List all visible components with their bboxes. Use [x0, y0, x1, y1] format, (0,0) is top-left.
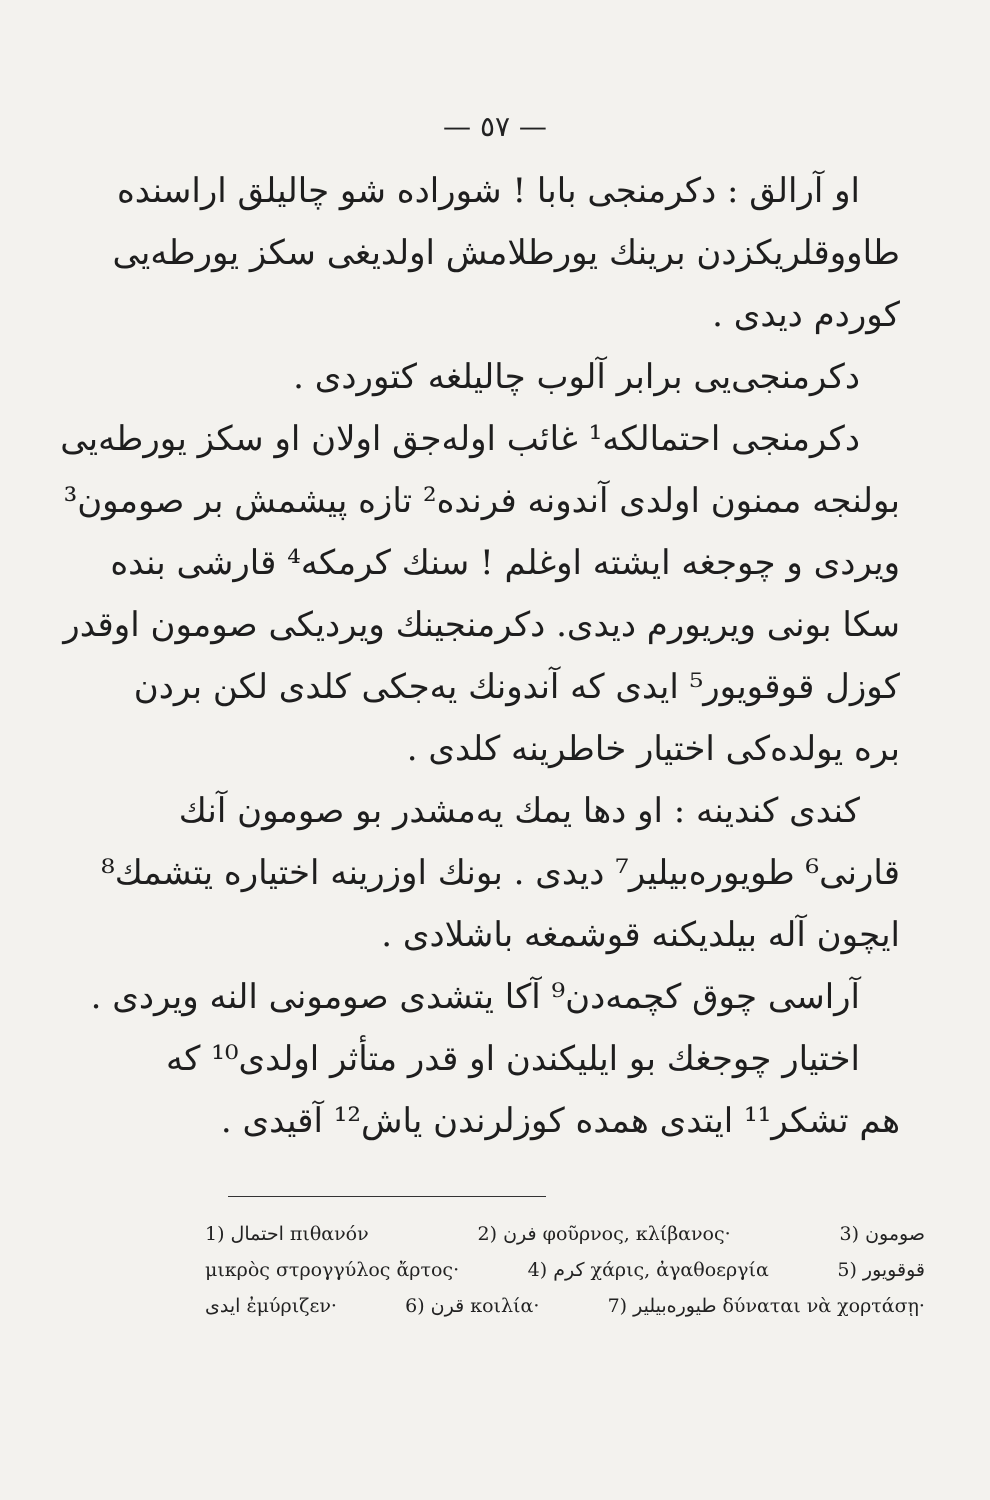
- footnote-entry: 4) کرم χάρις, ἀγαθοεργία: [527, 1259, 769, 1281]
- paragraph-1: [112, 160, 900, 346]
- footnote-divider: [228, 1196, 546, 1197]
- page-number: — ٥٧ —: [443, 110, 547, 143]
- paragraph-3: [60, 408, 900, 780]
- footnote-line: [205, 1216, 925, 1252]
- text-line: دکرمنجی احتمالکه¹ غائب اوله‌جق اولان او سکز یورطه‌یی: [60, 419, 860, 459]
- footnote-entry: ایدی ἐμύριζεν·: [205, 1295, 337, 1317]
- footnotes: [205, 1216, 925, 1324]
- text-line: قارنی⁶ طویوره‌بیلیر⁷ دیدی . بونك اوزرینه اختیاره یتشمك⁸: [101, 853, 900, 893]
- text-line: ایچون آله بیلدیکنه قوشمغه باشلادی .: [381, 915, 900, 955]
- text-line: او آرالق : دکرمنجی بابا ! شوراده شو چالیلق اراسنده: [116, 171, 860, 211]
- footnote-entry: μικρὸς στρογγύλος ἄρτος·: [205, 1259, 460, 1281]
- text-line: بره یولده‌کی اختیار خاطرینه کلدی .: [406, 729, 900, 769]
- footnote-line: [205, 1288, 925, 1324]
- text-line: آراسی چوق کچمه‌دن⁹ آکا یتشدی صومونی النه ویردی .: [90, 977, 860, 1017]
- paragraph-6: [166, 1028, 900, 1152]
- text-line: اختیار چوجغك بو ایلیکندن او قدر متأثر اولدی¹⁰ که: [166, 1039, 860, 1079]
- text-line: هم تشکر¹¹ ایتدی همده کوزلرندن یاش¹² آقیدی .: [220, 1101, 900, 1141]
- text-line: ویردی و چوجغه ایشته اوغلم ! سنك کرمکه⁴ قارشی بنده: [110, 543, 900, 583]
- footnote-entry: 2) فرن φοῦρνος, κλίβανος·: [477, 1223, 731, 1245]
- footnote-entry: 7) طیوره‌بیلیر δύναται νὰ χορτάσῃ·: [607, 1295, 925, 1317]
- text-line: کندی کندینه : او دها یمك یه‌مشدر بو صومون آنك: [178, 791, 860, 831]
- footnote-line: [205, 1252, 925, 1288]
- main-text: [60, 160, 900, 1152]
- text-line: دکرمنجی‌یی برابر آلوب چالیلغه کتوردی .: [293, 357, 860, 397]
- text-line: کوزل قوقویور⁵ ایدی که آندونك یه‌جکی کلدی لکن بردن: [133, 667, 900, 707]
- footnote-entry: 3) صومون: [839, 1223, 925, 1245]
- text-line: کوردم دیدی .: [712, 295, 900, 335]
- footnote-entry: 5) قوقویور: [837, 1259, 925, 1281]
- text-line: سکا بونی ویریورم دیدی. دکرمنجینك ویردیکی صومون اوقدر: [63, 605, 900, 645]
- paragraph-4: [101, 780, 900, 966]
- paragraph-5: [90, 966, 900, 1028]
- footnote-entry: 1) احتمال πιθανόν: [205, 1223, 369, 1245]
- footnote-entry: 6) قرن κοιλία·: [405, 1295, 540, 1317]
- paragraph-2: [180, 346, 900, 408]
- text-line: بولنجه ممنون اولدی آندونه فرنده² تازه پیشمش بر صومون³: [63, 481, 900, 521]
- text-line: طاووقلریکزدن برینك یورطلامش اولدیغی سکز یورطه‌یی: [112, 233, 900, 273]
